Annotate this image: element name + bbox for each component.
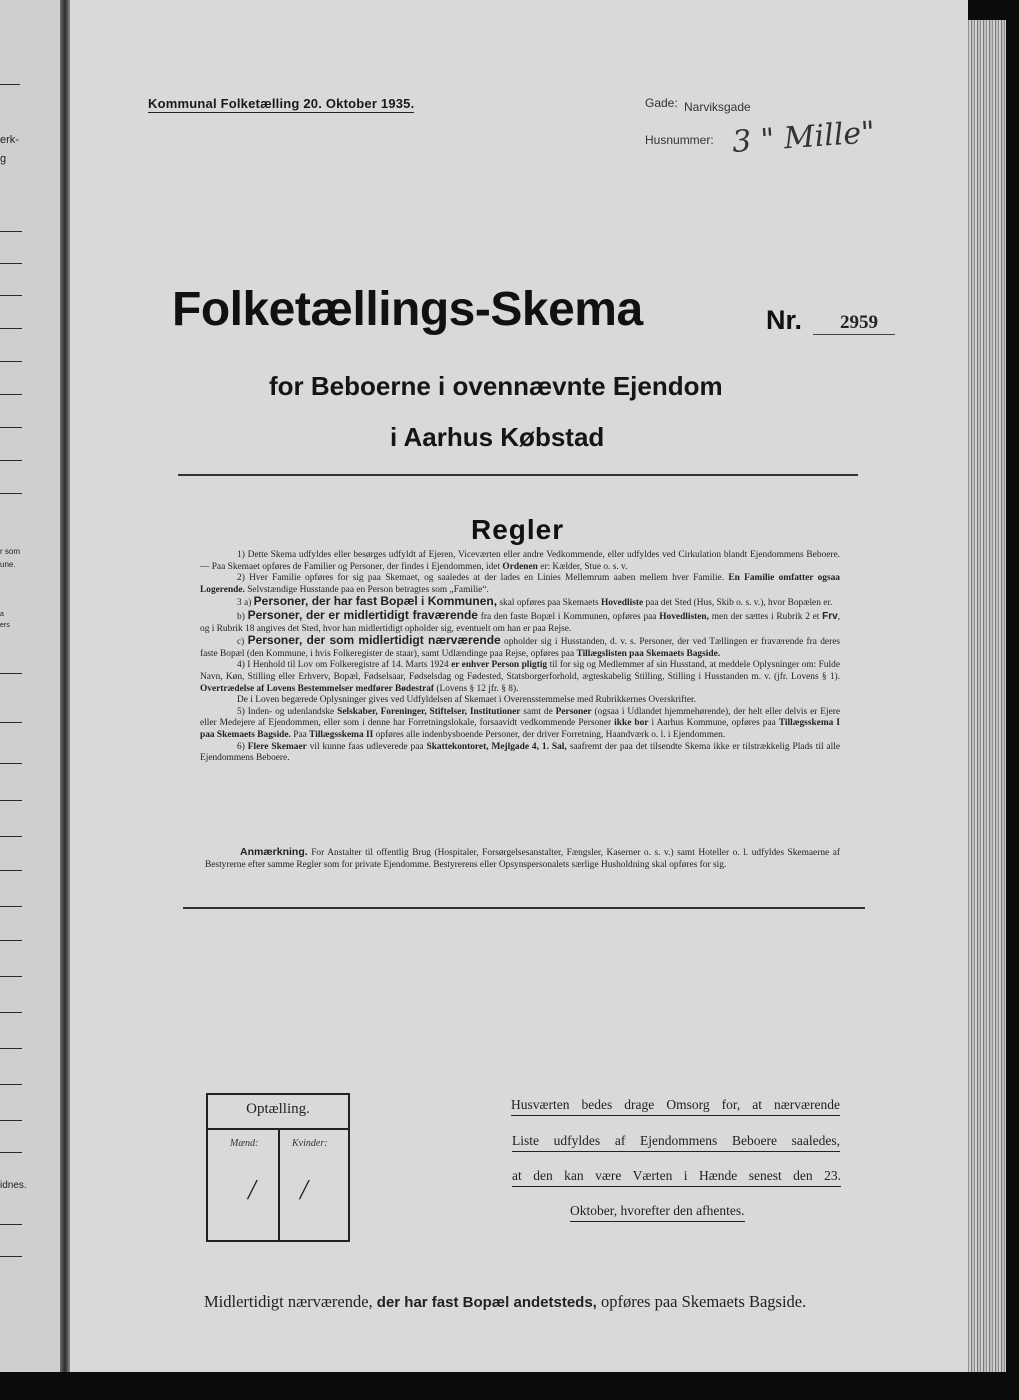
- rule-3c: [200, 635, 840, 660]
- women-count: /: [300, 1175, 308, 1206]
- rule-bold: Personer: [555, 706, 592, 717]
- count-column-divider: [278, 1128, 280, 1240]
- count-title: Optælling.: [246, 1101, 310, 1117]
- rule-text: 4) I Henhold til Lov om Folkeregistre af 14. Marts 1924: [237, 660, 449, 671]
- left-rule: [0, 870, 22, 871]
- footer-text: Midlertidigt nærværende,: [204, 1292, 373, 1311]
- women-label: Kvinder:: [292, 1138, 328, 1149]
- rule-bold: Tillægslisten paa Skemaets Bagside.: [576, 648, 721, 659]
- footer-note: [204, 1292, 806, 1312]
- left-facing-page: [0, 0, 66, 1372]
- rule-4-cont: [200, 695, 840, 707]
- rule-text: Paa: [293, 729, 307, 740]
- remark-text: For Anstalter til offentlig Brug (Hospitaler, Forsørgelsesanstalter, Fængsler, Kaserner o. s. v.) samt Hoteller o. l. udfyldes Skemaerne af Bestyrerne efter samme Regler som for private Ejendomme. Bestyrerens eller Opsynspersonalets særlige Husholdning skal opføres for sig.: [205, 848, 841, 870]
- rule-text: saafremt der paa det tilsendte Skema ikke er tilstrækkelig Plads til alle Ejendommens Beboere.: [200, 741, 841, 764]
- form-number-line: [813, 334, 895, 335]
- left-rule: [0, 460, 22, 461]
- landlord-notice-line: Liste udfyldes af Ejendommens Beboere saaledes,: [512, 1133, 840, 1152]
- rule-text: paa det Sted (Hus, Skib o. s. v.), hvor Bopælen er.: [645, 598, 833, 609]
- rule-bold: En Familie omfatter ogsaa Logerende.: [200, 573, 840, 595]
- rule-text: Selvstændige Husstande paa en Person betragtes som „Familie“.: [247, 584, 489, 595]
- rule-bold: Flere Skemaer: [247, 741, 307, 752]
- rule-text: 5) Inden- og udenlandske: [237, 706, 335, 717]
- left-fragment: a: [0, 611, 4, 618]
- form-subtitle: for Beboerne i ovennævnte Ejendom: [269, 371, 723, 401]
- footer-text: opføres paa Skemaets Bagside.: [600, 1292, 807, 1311]
- left-fragment: r som: [0, 547, 20, 556]
- left-fragment: ers: [0, 622, 10, 629]
- rule-text: vil kunne faas udleverede paa: [309, 741, 424, 752]
- left-fragment: idnes.: [0, 1180, 27, 1191]
- rule-bold: Overtrædelse af Lovens Bestemmelser medfører Bødestraf: [200, 683, 435, 694]
- scan-border: [0, 1372, 1019, 1400]
- left-rule: [0, 295, 22, 296]
- rule-3b: [200, 607, 841, 635]
- count-box: [206, 1093, 350, 1242]
- census-header: Kommunal Folketælling 20. Oktober 1935.: [148, 96, 415, 111]
- rule-2: [200, 573, 840, 596]
- rule-bold: Tillægsskema II: [309, 729, 374, 740]
- men-label: Mænd:: [230, 1138, 259, 1149]
- house-number-value: 3 " Mille": [730, 115, 877, 160]
- landlord-notice-line: Oktober, hvorefter den afhentes.: [570, 1203, 745, 1222]
- rule-text: er: Kælder, Stue o. s. v.: [540, 561, 628, 572]
- left-rule: [0, 263, 22, 264]
- rule-bold: Ordenen: [502, 561, 538, 572]
- rule-bold: Personer, der som midlertidigt nærværende: [247, 633, 501, 648]
- remark-label: Anmærkning.: [240, 846, 308, 858]
- left-rule: [0, 361, 22, 362]
- rule-bold: Personer, der har fast Bopæl i Kommunen,: [253, 594, 498, 609]
- rule-text: c): [237, 637, 245, 648]
- book-gutter: [60, 0, 70, 1372]
- left-rule: [0, 1152, 22, 1153]
- rule-bold: ikke bor: [614, 718, 649, 729]
- rule-text: 6): [237, 741, 245, 752]
- rule-text: opføres alle indenbysboende Personer, der driver Forretning, Haandværk o. l. i Ejendommen.: [375, 729, 726, 740]
- left-rule: [0, 673, 22, 674]
- rule-text: De i Loven begærede Oplysninger gives ved Udfyldelsen af Skemaet i Overensstemmelse med Rubrikkernes Overskrifter.: [237, 695, 696, 706]
- landlord-notice-line: Husværten bedes drage Omsorg for, at nærværende: [511, 1097, 840, 1116]
- house-number-label: Husnummer:: [645, 133, 714, 147]
- rule-text: i Aarhus Kommune, opføres paa: [651, 718, 776, 729]
- left-rule: [0, 1120, 22, 1121]
- rule-1: [200, 550, 840, 573]
- rule-text: 2) Hver Familie opføres for sig paa Skemaet, og saaledes at der lades en Linies Mellemrum aaben mellem hver Familie.: [237, 573, 725, 584]
- rule-bold: Hovedlisten,: [659, 611, 709, 622]
- left-rule: [0, 836, 22, 837]
- rule-6: [200, 742, 840, 765]
- left-rule: [0, 493, 22, 494]
- left-rule: [0, 1048, 22, 1049]
- left-rule: [0, 84, 20, 85]
- left-rule: [0, 427, 22, 428]
- left-rule: [0, 1084, 22, 1085]
- left-rule: [0, 1224, 22, 1225]
- rule-text: b): [237, 611, 245, 622]
- form-number-value: 2959: [840, 312, 878, 333]
- rule-4: [200, 660, 840, 695]
- rule-text: fra den faste Bopæl i Kommunen, opføres paa: [480, 611, 657, 622]
- form-subtitle-city: i Aarhus Købstad: [390, 422, 605, 452]
- left-rule: [0, 940, 22, 941]
- rules-heading: Regler: [471, 514, 565, 545]
- form-number-label: Nr.: [766, 305, 803, 335]
- rule-bold: Selskaber, Foreninger, Stiftelser, Institutioner: [337, 706, 521, 717]
- rule-bold: Tillægsskema I paa Skemaets Bagside.: [200, 718, 841, 740]
- form-title: Folketællings-Skema: [172, 283, 643, 336]
- left-rule: [0, 231, 22, 232]
- rule-text: 1) Dette Skema udfyldes eller besørges udfyldt af Ejeren, Viceværten eller andre Vedkommende, eller udfyldes ved Cirkulation blandt Ejendommens Beboere. — Paa Skemaet opføres de Familier og Personer, der findes i Ejendommen, idet: [200, 550, 840, 572]
- rule-text: 3 a): [237, 598, 252, 609]
- rules-body: [200, 550, 840, 765]
- divider: [178, 474, 858, 476]
- rule-5: [200, 707, 840, 742]
- left-rule: [0, 394, 22, 395]
- left-rule: [0, 800, 22, 801]
- left-rule: [0, 976, 22, 977]
- left-fragment: erk-: [0, 134, 19, 146]
- footer-bold: der har fast Bopæl andetsteds,: [376, 1294, 597, 1311]
- rule-text: til for sig og Medlemmer af sin Husstand, at meddele Oplysninger om: Fulde Navn, Køn, Stilling eller Erhverv, Bopæl, Fødselsaar, Fødselsdag og Fødested, Statsborgerforhold, ægteskabelig Stilling, Stilling i Husstanden m. v. (jfr. Lovens § 1).: [200, 660, 841, 682]
- rule-text: opholder sig i Husstanden, d. v. s. Personer, der ved Tællingen er fraværende fra deres faste Bopæl (den Kommune, i hvis Folkeregister de staar), samt Udlændinge paa Rejse, opføres paa: [200, 637, 841, 659]
- rule-bold: Hovedliste: [600, 598, 644, 609]
- rule-bold: Frv: [822, 610, 838, 622]
- remark-paragraph: [205, 847, 840, 871]
- landlord-notice-line: at den kan være Værten i Hænde senest den 23.: [512, 1168, 841, 1187]
- divider: [183, 907, 865, 909]
- remark-section: [205, 847, 840, 871]
- street-label: Gade:: [645, 96, 678, 110]
- left-fragment: g: [0, 153, 7, 165]
- rule-text: , og i Rubrik 18 angives det Sted, hvor han midlertidigt opholder sig, eventuelt om han er paa Rejse.: [200, 611, 841, 634]
- rule-text: men der sættes i Rubrik 2 et: [711, 611, 820, 622]
- left-rule: [0, 906, 22, 907]
- page-edges: [966, 20, 1006, 1372]
- left-fragment: une.: [0, 560, 16, 569]
- street-value: Narviksgade: [684, 100, 751, 114]
- left-rule: [0, 722, 22, 723]
- rule-text: samt de: [523, 706, 553, 717]
- left-rule: [0, 1256, 22, 1257]
- rule-text: skal opføres paa Skemaets: [499, 598, 599, 609]
- rule-bold: er enhver Person pligtig: [451, 660, 548, 671]
- left-rule: [0, 1012, 22, 1013]
- rule-text: (Lovens § 12 jfr. § 8).: [436, 683, 519, 694]
- rule-bold: Skattekontoret, Mejlgade 4, 1. Sal,: [426, 741, 567, 752]
- men-count: /: [248, 1175, 256, 1206]
- rule-bold: Personer, der er midlertidigt fraværende: [247, 607, 478, 622]
- left-rule: [0, 763, 22, 764]
- left-rule: [0, 328, 22, 329]
- rule-text: (ogsaa i Udlandet hjemmehørende), der helt eller delvis er Ejere eller Medejere af Ejendommen, eller som i denne har Forretningslokale, forsaavidt vedkommende Personer: [200, 706, 841, 729]
